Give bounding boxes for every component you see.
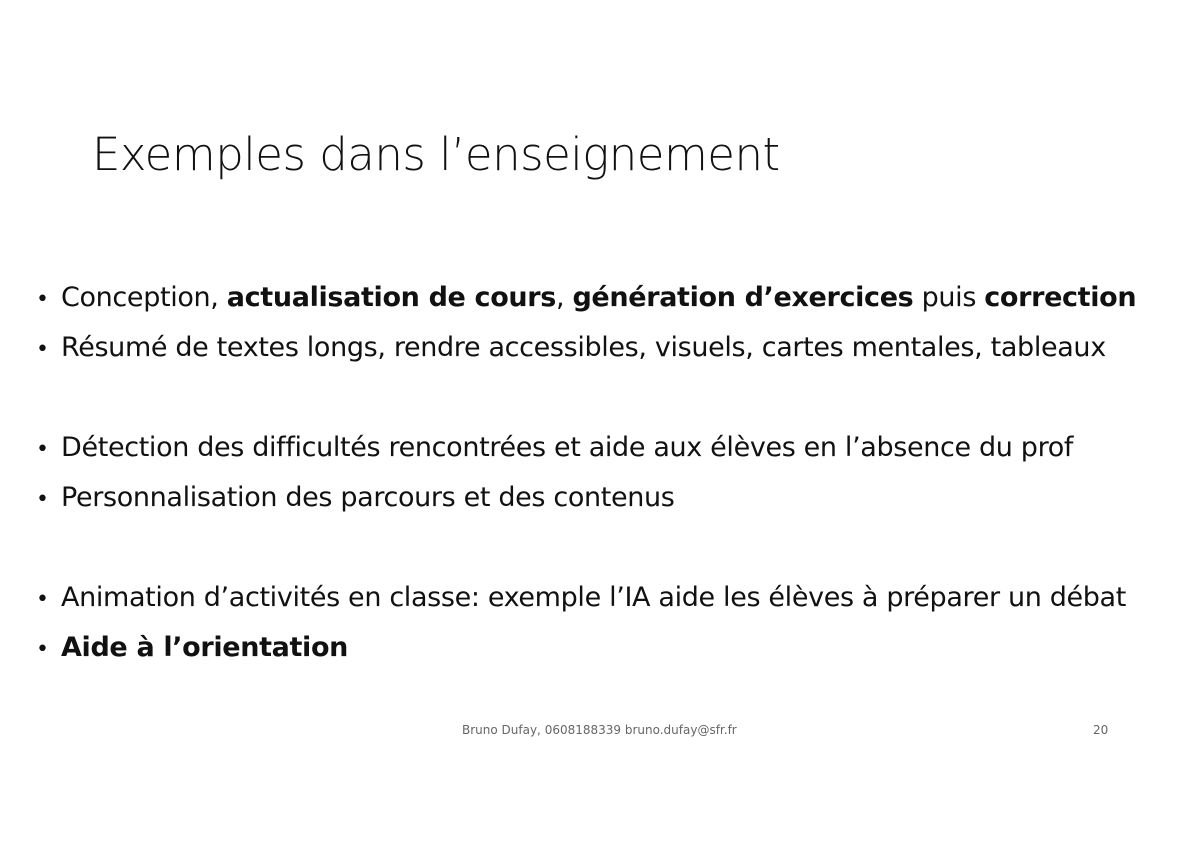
- bullet-text-bold: actualisation de cours: [226, 282, 556, 313]
- bullet-item: [36, 478, 675, 518]
- bullet-item: [36, 278, 1136, 318]
- bullet-dot-icon: •: [36, 287, 49, 312]
- page-number: 20: [1093, 723, 1109, 737]
- bullet-text-part: Personnalisation des parcours et des contenus: [61, 482, 675, 513]
- footer-author: Bruno Dufay, 0608188339 bruno.dufay@sfr.fr: [462, 723, 737, 737]
- bullet-text-bold: Aide à l’orientation: [61, 632, 349, 663]
- bullet-text-part: ,: [555, 282, 573, 313]
- bullet-item: [36, 628, 348, 668]
- bullet-text-part: Animation d’activités en classe: exemple l’IA aide les élèves à préparer un débat: [61, 582, 1126, 613]
- bullet-text-part: puis: [913, 282, 985, 313]
- bullet-dot-icon: •: [36, 337, 49, 362]
- bullet-dot-icon: •: [36, 437, 49, 462]
- bullet-text-bold: génération d’exercices: [572, 282, 914, 313]
- bullet-text-part: Résumé de textes longs, rendre accessibles, visuels, cartes mentales, tableaux: [61, 332, 1106, 363]
- bullet-dot-icon: •: [36, 487, 49, 512]
- bullet-item: [36, 328, 1106, 368]
- bullet-text-bold: correction: [984, 282, 1137, 313]
- bullet-item: [36, 428, 1073, 468]
- bullet-text-part: Conception,: [61, 282, 227, 313]
- bullet-text-part: Détection des difficultés rencontrées et aide aux élèves en l’absence du prof: [61, 432, 1074, 463]
- slide-title: Exemples dans l’enseignement: [92, 128, 780, 181]
- bullet-item: [36, 578, 1126, 618]
- bullet-dot-icon: •: [36, 587, 49, 612]
- bullet-dot-icon: •: [36, 637, 49, 662]
